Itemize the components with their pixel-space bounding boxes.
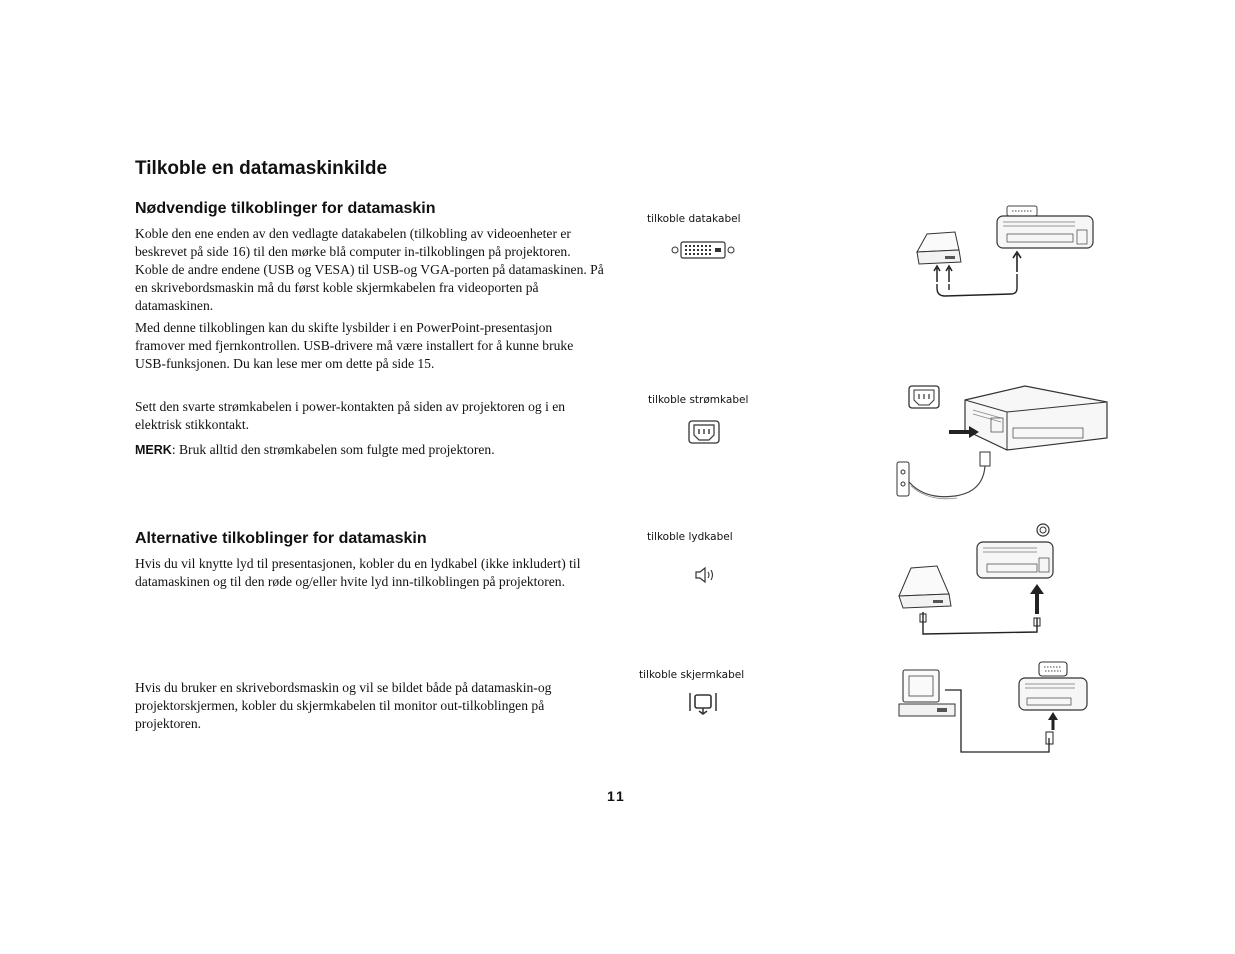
section-heading-required: Nødvendige tilkoblinger for datamaskin xyxy=(135,200,436,217)
power-socket-icon xyxy=(688,420,720,444)
power-cable-diagram xyxy=(895,382,1110,500)
page-number: 11 xyxy=(607,788,626,804)
section-heading-alternative: Alternative tilkoblinger for datamaskin xyxy=(135,530,427,547)
caption-power-cable: tilkoble strømkabel xyxy=(648,394,749,406)
paragraph-audio: Hvis du vil knytte lyd til presentasjonen, kobler du en lydkabel (ikke inkludert) til datamaskinen og til den røde og/eller hvite lyd inn-tilkoblingen på projektoren. xyxy=(135,556,581,589)
note-label: MERK xyxy=(135,443,172,457)
data-cable-diagram xyxy=(915,204,1095,304)
caption-data-cable: tilkoble datakabel xyxy=(647,213,741,225)
paragraph-powerpoint: Med denne tilkoblingen kan du skifte lysbilder i en PowerPoint-presentasjon framover med fjernkontrollen. USB-drivere må være installert for å kunne bruke USB-funksjonen. Du kan lese mer om dette på side 15. xyxy=(135,320,574,371)
speaker-icon xyxy=(695,566,717,584)
caption-audio-cable: tilkoble lydkabel xyxy=(647,531,733,543)
audio-cable-diagram xyxy=(897,522,1062,642)
paragraph-data-cable: Koble den ene enden av den vedlagte datakabelen (tilkobling av videoenheter er beskrevet på side 16) til den mørke blå computer in-tilkoblingen på projektoren. Koble de andre endene (USB og VESA) til USB-og VGA-porten på datamaskinen. På en skrivebordsmaskin må du først koble skjermkabelen fra videoporten på datamaskinen. xyxy=(135,226,604,313)
dvi-connector-icon xyxy=(670,240,736,260)
caption-monitor-cable: tilkoble skjermkabel xyxy=(639,669,745,681)
paragraph-monitor: Hvis du bruker en skrivebordsmaskin og vil se bildet både på datamaskin-og projektorskjermen, kobler du skjermkabelen til monitor out-tilkoblingen på projektoren. xyxy=(135,680,552,731)
page-title: Tilkoble en datamaskinkilde xyxy=(135,158,388,179)
note-text: : Bruk alltid den strømkabelen som fulgte med projektoren. xyxy=(171,442,495,457)
note xyxy=(135,441,605,459)
paragraph-power-cable: Sett den svarte strømkabelen i power-kontakten på siden av projektoren og i en elektrisk stikkontakt. xyxy=(135,399,566,432)
monitor-cable-diagram xyxy=(897,660,1089,756)
monitor-loop-icon xyxy=(688,691,718,715)
